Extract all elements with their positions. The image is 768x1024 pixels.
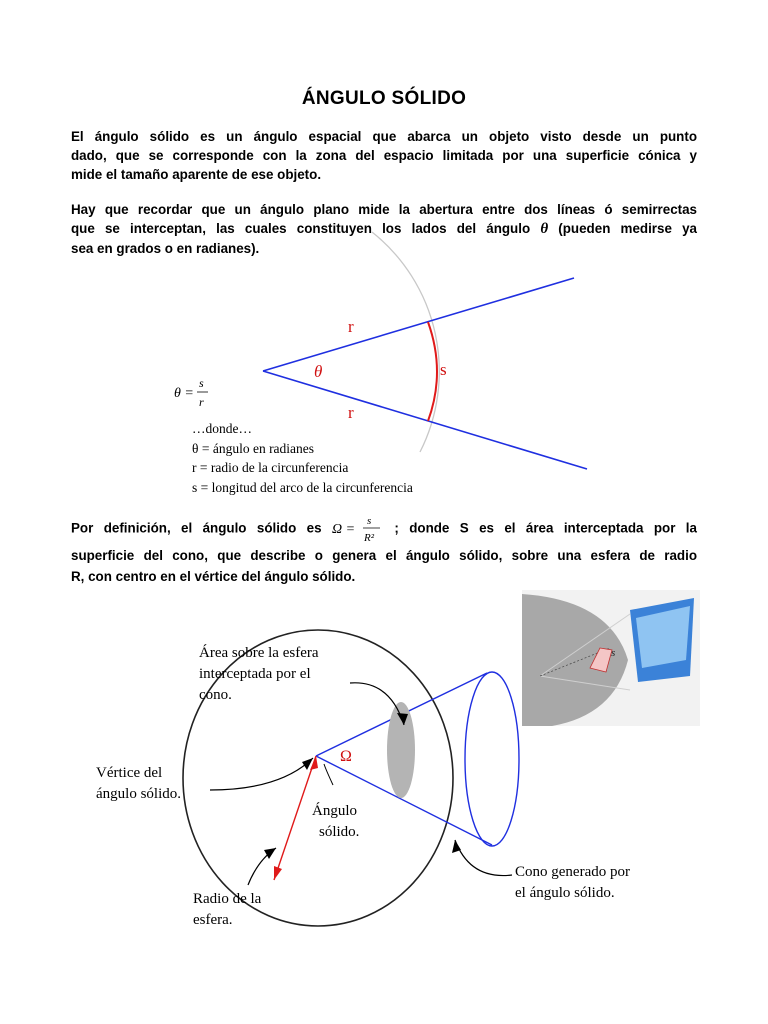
legend-line: θ = ángulo en radianes (192, 440, 315, 456)
vertex-label-line: Vértice del (96, 765, 163, 781)
area-label-line: cono. (199, 687, 232, 703)
solid-angle-label-line: Ángulo (312, 803, 357, 819)
vertex-pointer (210, 758, 313, 790)
definition-line: R, con centro en el vértice del ángulo sólido. (71, 569, 356, 584)
page-title: ÁNGULO SÓLIDO (301, 88, 467, 109)
cone-label-line: el ángulo sólido. (515, 885, 615, 901)
intro-line: El ángulo sólido es un ángulo espacial que abarca un objeto visto desde un punto (71, 129, 697, 144)
theta-symbol: θ (540, 221, 549, 237)
label-s: s (440, 360, 447, 379)
omega-formula-den: R² (363, 532, 374, 544)
radius-label-line: Radio de la (193, 891, 262, 907)
vertex-label-line: ángulo sólido. (96, 786, 181, 802)
plane-line: Hay que recordar que un ángulo plano mide la abertura entre dos líneas ó semirrectas (71, 202, 697, 217)
definition-text: ; donde S es el área interceptada por la (394, 520, 697, 536)
solid-angle-thumbnail (522, 590, 700, 726)
plane-line-text: que se interceptan, las cuales constituyen los lados del ángulo (71, 221, 531, 236)
theta-formula-num: s (199, 376, 204, 390)
legend-line: s = longitud del arco de la circunferencia (192, 479, 413, 495)
plane-line: sea en grados o en radianes). (71, 241, 260, 256)
radius-arrowhead-bottom (274, 866, 282, 880)
omega-formula-num: s (366, 515, 372, 527)
solid-angle-label-line: sólido. (319, 824, 360, 840)
thumbnail-s-label: s (611, 647, 616, 659)
solid-angle-label (312, 801, 359, 843)
definition-line: superficie del cono, que describe o genera el ángulo sólido, sobre una esfera de radio (71, 548, 697, 563)
cone-label (515, 862, 630, 904)
cone-pointer (455, 840, 512, 876)
radius-arrowhead-top (310, 756, 318, 770)
label-theta: θ (314, 362, 323, 381)
legend-line: …donde… (192, 421, 252, 436)
label-r-top: r (348, 317, 354, 336)
sphere-radius (274, 756, 316, 880)
area-label (199, 643, 319, 706)
omega-label: Ω (340, 748, 352, 765)
definition-text: Por definición, el ángulo sólido es (71, 520, 322, 536)
radius-label (193, 889, 261, 931)
theta-formula-den: r (199, 395, 204, 409)
vertex-label (96, 763, 181, 805)
radius-label-line: esfera. (193, 912, 233, 928)
omega-formula-lhs: Ω = (331, 522, 356, 537)
cone-label-line: Cono generado por (515, 864, 630, 880)
label-r-bottom: r (348, 403, 354, 422)
area-label-line: interceptada por el (199, 666, 311, 682)
cone-base (465, 672, 519, 846)
plane-line-text: (pueden medirse ya (558, 221, 697, 236)
theta-formula-lhs: θ = (174, 386, 194, 401)
angle-pointer (324, 764, 333, 785)
area-label-line: Área sobre la esfera (199, 645, 319, 661)
intro-line: mide el tamaño aparente de ese objeto. (71, 167, 322, 182)
intro-line: dado, que se corresponde con la zona del espacio limitada por una superficie cónica y (71, 148, 697, 163)
legend-line: r = radio de la circunferencia (192, 460, 349, 475)
